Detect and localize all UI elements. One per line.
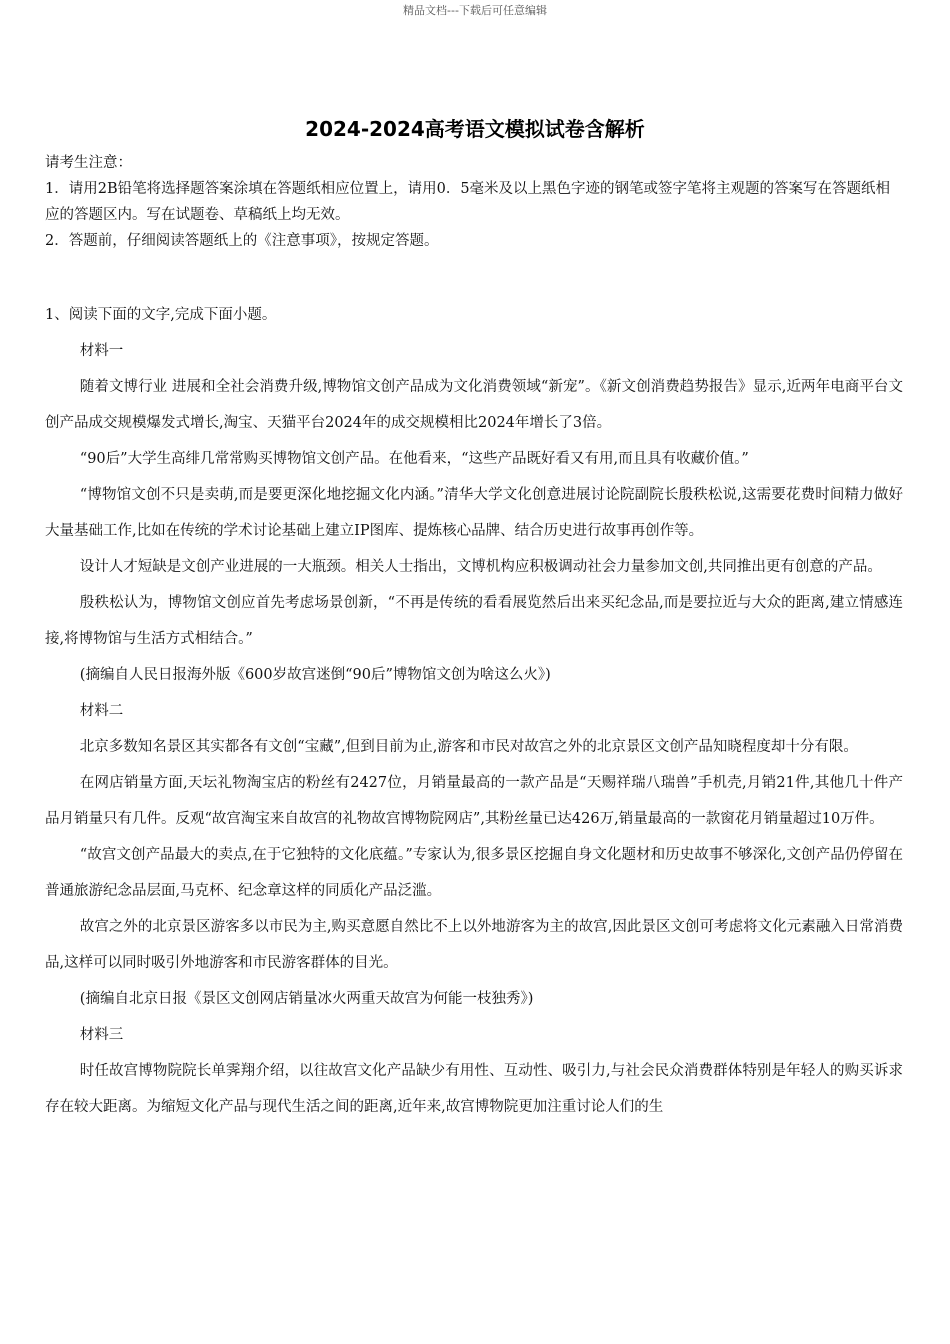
notice-heading: 请考生注意： [45, 155, 132, 171]
material-1-paragraph-4: 设计人才短缺是文创产业进展的一大瓶颈。相关人士指出，文博机构应积极调动社会力量参加文创,共同推出更有创意的产品。 [79, 559, 882, 575]
material-2-paragraph-1: 北京多数知名景区其实都各有文创“宝藏”,但到目前为止,游客和市民对故宫之外的北京景区文创产品知晓程度却十分有限。 [79, 739, 858, 755]
material-1-paragraph-1: 随着文博行业 进展和全社会消费升级,博物馆文创产品成为文化消费领域“新宠”。《新文创消费趋势报告》显示,近两年电商平台文创产品成交规模爆发式增长,淘宝、天猫平台2024年的成交规模相比2024年增长了3倍。 [45, 379, 903, 431]
notice-item-1: 1．请用2B铅笔将选择题答案涂填在答题纸相应位置上，请用0．5毫米及以上黑色字迹的钢笔或签字笔将主观题的答案写在答题纸相应的答题区内。写在试题卷、草稿纸上均无效。 [45, 181, 891, 223]
material-2-source: (摘编自北京日报《景区文创网店销量冰火两重天故宫为何能一枝独秀》) [79, 991, 534, 1007]
header-note: 精品文档---下载后可任意编辑 [403, 4, 547, 17]
material-1-paragraph-5: 殷秩松认为，博物馆文创应首先考虑场景创新，“不再是传统的看看展览然后出来买纪念品,而是要拉近与大众的距离,建立情感连接,将博物馆与生活方式相结合。” [45, 595, 903, 647]
notice-item-2: 2．答题前，仔细阅读答题纸上的《注意事项》，按规定答题。 [45, 233, 439, 249]
material-1-paragraph-2: “90后”大学生高绯几常常购买博物馆文创产品。在他看来，“这些产品既好看又有用,而且具有收藏价值。” [79, 451, 749, 467]
page-title: 2024-2024高考语文模拟试卷含解析 [305, 117, 645, 141]
question-body [45, 297, 903, 1125]
material-2-paragraph-4: 故宫之外的北京景区游客多以市民为主,购买意愿自然比不上以外地游客为主的故宫,因此景区文创可考虑将文化元素融入日常消费品,这样可以同时吸引外地游客和市民游客群体的目光。 [45, 919, 903, 971]
material-3-paragraph-1: 时任故宫博物院院长单霁翔介绍，以往故宫文化产品缺少有用性、互动性、吸引力,与社会民众消费群体特别是年轻人的购买诉求存在较大距离。为缩短文化产品与现代生活之间的距离,近年来,故宫博物院更加注重讨论人们的生 [45, 1063, 903, 1115]
material-2-paragraph-2: 在网店销量方面,天坛礼物淘宝店的粉丝有2427位，月销量最高的一款产品是“天赐祥瑞八瑞兽”手机壳,月销21件,其他几十件产品月销量只有几件。反观“故宫淘宝来自故宫的礼物故宫博物院网店”,其粉丝量已达426万,销量最高的一款窗花月销量超过10万件。 [45, 775, 903, 827]
material-2-label: 材料二 [79, 703, 124, 719]
material-1-source: (摘编自人民日报海外版《600岁故宫迷倒“90后”博物馆文创为啥这么火》) [79, 667, 551, 683]
material-2-paragraph-3: “故宫文创产品最大的卖点,在于它独特的文化底蕴。”专家认为,很多景区挖掘自身文化题材和历史故事不够深化,文创产品仍停留在普通旅游纪念品层面,马克杯、纪念章这样的同质化产品泛滥。 [45, 847, 903, 899]
exam-notice [45, 150, 903, 254]
question-intro: 1、阅读下面的文字,完成下面小题。 [45, 307, 277, 323]
material-1-label: 材料一 [79, 343, 124, 359]
material-3-label: 材料三 [79, 1027, 124, 1043]
material-1-paragraph-3: “博物馆文创不只是卖萌,而是要更深化地挖掘文化内涵。”清华大学文化创意进展讨论院副院长殷秩松说,这需要花费时间精力做好大量基础工作,比如在传统的学术讨论基础上建立IP图库、提炼核心品牌、结合历史进行故事再创作等。 [45, 487, 903, 539]
